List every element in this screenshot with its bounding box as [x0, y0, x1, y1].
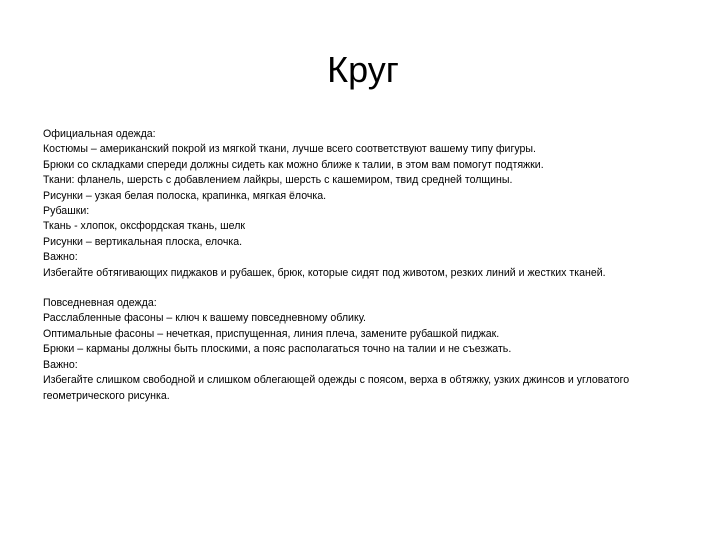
- body-line: Расслабленные фасоны – ключ к вашему повседневному облику.: [43, 312, 366, 325]
- body-line: Оптимальные фасоны – нечеткая, приспущенная, линия плеча, замените рубашкой пиджак.: [43, 327, 500, 340]
- section-heading: Официальная одежда:: [43, 128, 156, 140]
- section-heading: Повседневная одежда:: [43, 297, 157, 310]
- body-line: Костюмы – американский покрой из мягкой ткани, лучше всего соответствуют вашему типу фигуры.: [43, 143, 536, 156]
- body-line: Избегайте обтягивающих пиджаков и рубашек, брюк, которые сидят под животом, резких линий и жестких тканей.: [43, 266, 606, 279]
- body-line: Ткани: фланель, шерсть с добавлением лайкры, шерсть с кашемиром, твид средней толщины.: [43, 174, 513, 187]
- body-line: Ткань - хлопок, оксфордская ткань, шелк: [43, 220, 246, 233]
- body-line: Рубашки:: [43, 205, 90, 218]
- section-casual: [43, 296, 658, 404]
- body-line: Рисунки – узкая белая полоска, крапинка, мягкая ёлочка.: [43, 189, 327, 202]
- body-line: Брюки – карманы должны быть плоскими, а пояс располагаться точно на талии и не съезжать.: [43, 343, 512, 356]
- section-formal: [43, 127, 658, 281]
- section-gap: [43, 281, 658, 296]
- body-line: Избегайте слишком свободной и слишком облегающей одежды с поясом, верха в обтяжку, узких джинсов и угловатого геометрического рисунка.: [43, 374, 630, 402]
- body-line: Важно:: [43, 251, 78, 264]
- body-line: Брюки со складками спереди должны сидеть как можно ближе к талии, в этом вам помогут подтяжки.: [43, 158, 544, 171]
- body-line: Рисунки – вертикальная плоска, елочка.: [43, 235, 243, 248]
- slide-title: Круг: [327, 49, 399, 90]
- slide-body: [43, 127, 658, 404]
- body-line: Важно:: [43, 358, 78, 371]
